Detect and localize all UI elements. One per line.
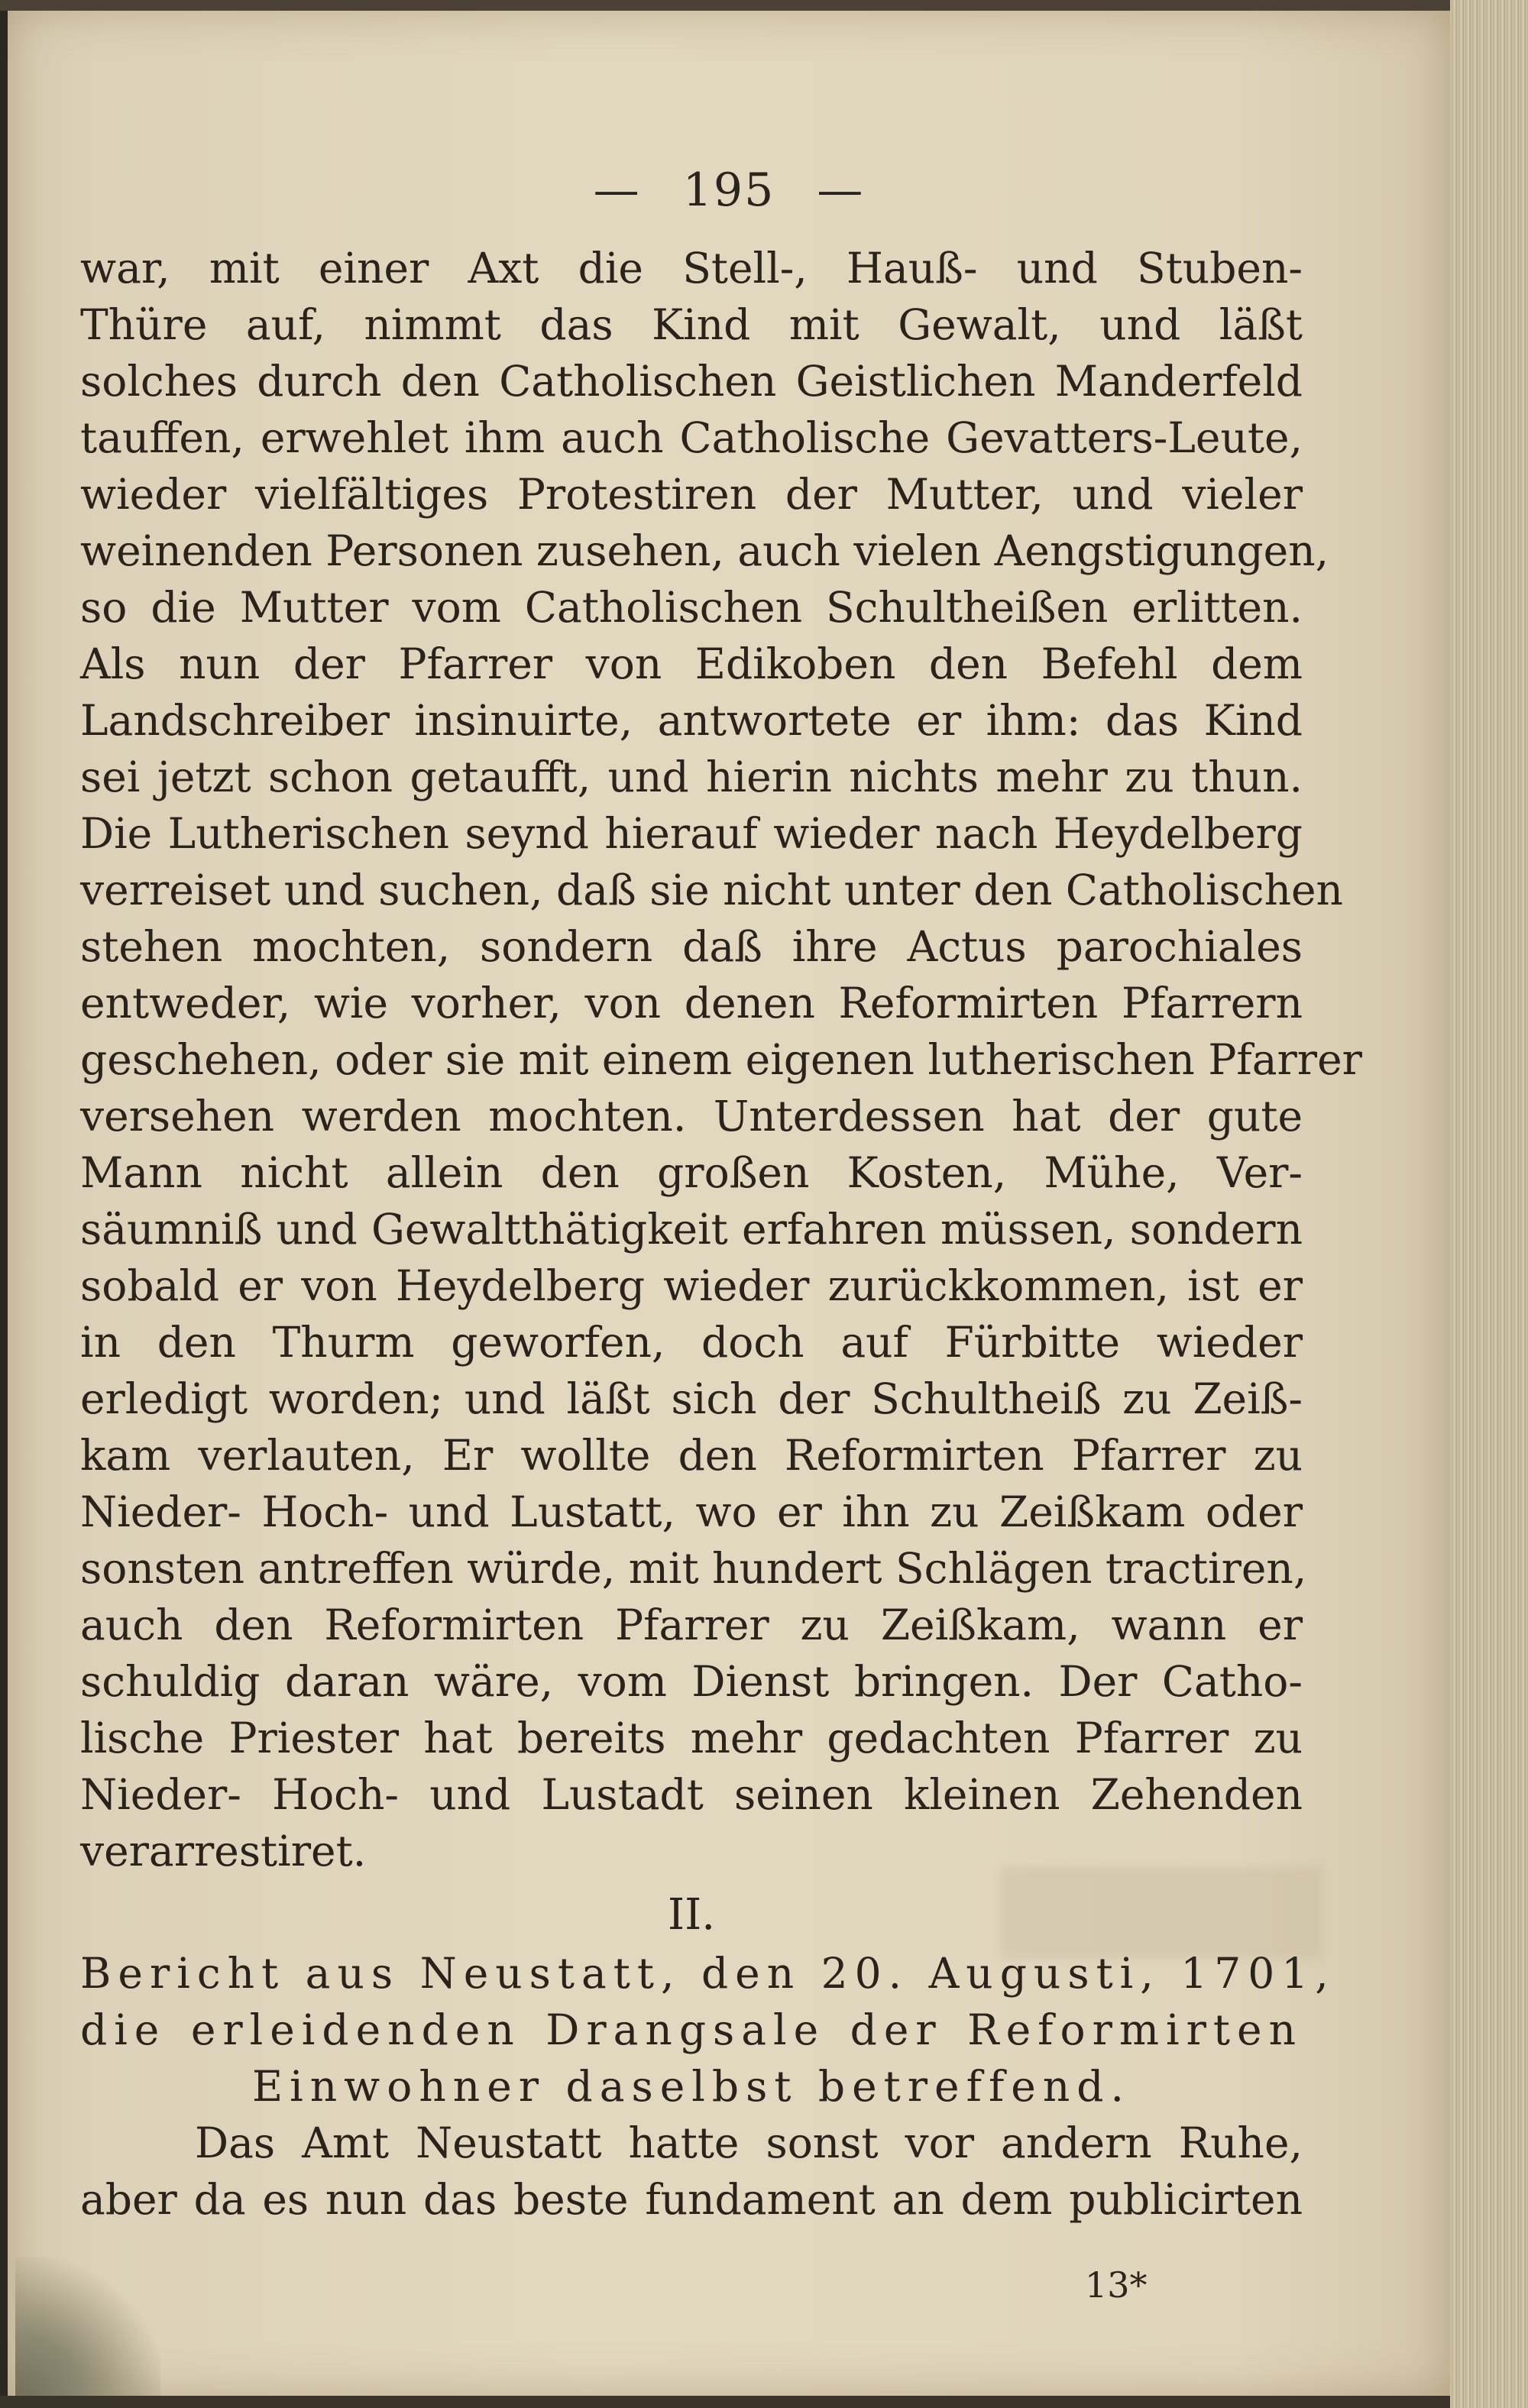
text-line: Die Lutherischen seynd hierauf wieder nach Heydelberg [80,809,1303,858]
text-line: Nieder- Hoch- und Lustadt seinen kleinen Zehenden [80,1770,1303,1819]
text-line: Als nun der Pfarrer von Edikoben den Befehl dem [80,639,1303,688]
section-heading-line: Einwohner daselbst betreffend. [252,2062,1131,2111]
text-line: verreiset und suchen, daß sie nicht unter den Catholischen [80,866,1343,914]
page-header [8,163,1450,217]
reverse-page-bleed [1001,1867,1322,1959]
text-line: Landschreiber insinuirte, antwortete er ihm: das Kind [80,696,1303,745]
text-line: erledigt worden; und läßt sich der Schultheiß zu Zeiß- [80,1374,1303,1423]
text-line: stehen mochten, sondern daß ihre Actus parochiales [80,922,1303,971]
text-line: solches durch den Catholischen Geistlichen Manderfeld [80,357,1303,406]
text-line: schuldig daran wäre, vom Dienst bringen. Der Catho- [80,1657,1303,1706]
section-number: II. [667,1890,716,1940]
text-line: war, mit einer Axt die Stell-, Hauß- und Stuben- [80,244,1303,293]
text-line: versehen werden mochten. Unterdessen hat der gute [80,1092,1303,1141]
book-page [8,11,1450,2396]
text-line: tauffen, erwehlet ihm auch Catholische Gevatters-Leute, [80,413,1303,462]
text-line: sonsten antreffen würde, mit hundert Schlägen tractiren, [80,1544,1307,1593]
section-heading-line: Bericht aus Neustatt, den 20. Augusti, 1701, [80,1949,1335,1998]
printer-signature-mark: 13* [1085,2264,1148,2306]
text-line: in den Thurm geworfen, doch auf Fürbitte wieder [80,1318,1303,1367]
page-number: 195 [682,163,775,217]
text-line: lische Priester hat bereits mehr gedachten Pfarrer zu [80,1714,1303,1762]
text-line: kam verlauten, Er wollte den Reformirten Pfarrer zu [80,1431,1303,1480]
text-line: so die Mutter vom Catholischen Schultheißen erlitten. [80,583,1303,632]
paragraph-first-line: Das Amt Neustatt hatte sonst vor andern Ruhe, [195,2118,1303,2167]
text-line: sei jetzt schon getaufft, und hierin nichts mehr zu thun. [80,752,1303,801]
section-heading-line: die erleidenden Drangsale der Reformirten [80,2005,1303,2054]
book-binding-bottom [0,2396,1450,2408]
text-line: wieder vielfältiges Protestiren der Mutter, und vieler [80,470,1303,519]
text-line: geschehen, oder sie mit einem eigenen lutherischen Pfarrer [80,1035,1362,1084]
text-line: aber da es nun das beste fundament an dem publicirten [80,2175,1303,2224]
header-dash-left: — [593,163,641,217]
text-line: verarrestiret. [80,1827,367,1876]
header-dash-right: — [817,163,865,217]
text-line: weinenden Personen zusehen, auch vielen Aengstigungen, [80,526,1329,575]
text-line: sobald er von Heydelberg wieder zurückkommen, ist er [80,1261,1303,1310]
worn-page-corner [15,2257,160,2406]
text-line: Thüre auf, nimmt das Kind mit Gewalt, und läßt [80,300,1303,349]
text-line: Nieder- Hoch- und Lustatt, wo er ihn zu Zeißkam oder [80,1487,1303,1536]
text-line: auch den Reformirten Pfarrer zu Zeißkam, wann er [80,1600,1303,1649]
book-binding-top [0,0,1450,11]
text-line: entweder, wie vorher, von denen Reformirten Pfarrern [80,979,1303,1028]
text-line: säumniß und Gewaltthätigkeit erfahren müssen, sondern [80,1205,1303,1254]
book-page-edges [1450,0,1528,2408]
text-line: Mann nicht allein den großen Kosten, Mühe, Ver- [80,1148,1303,1197]
